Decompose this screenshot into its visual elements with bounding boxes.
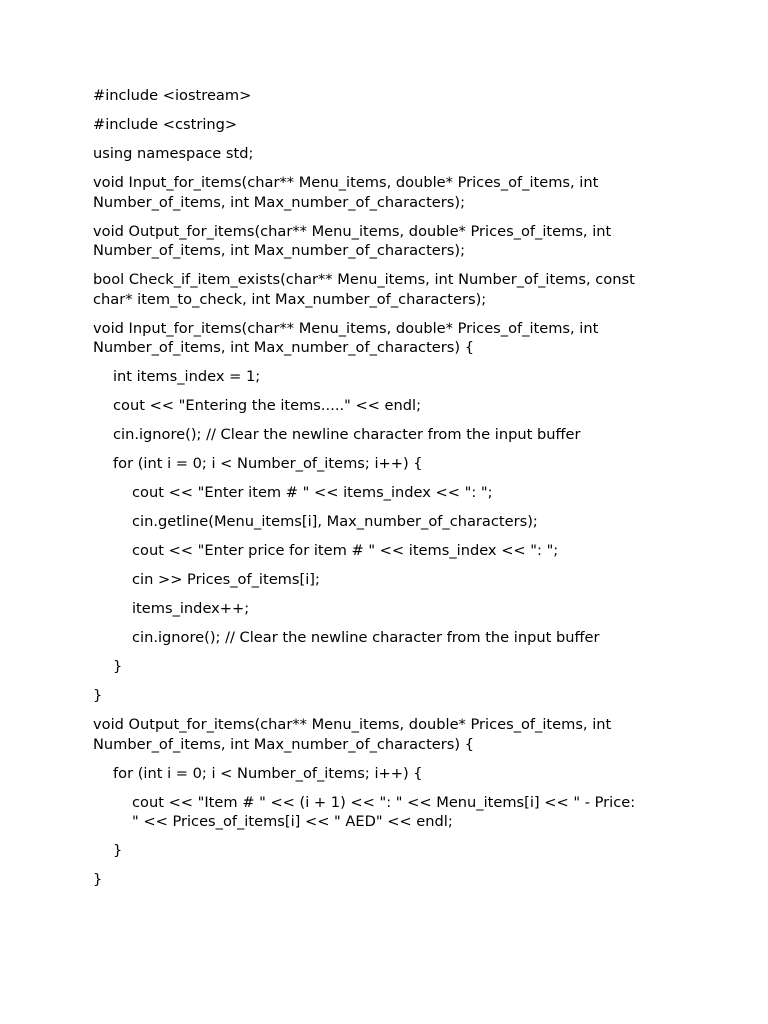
code-line: } (93, 687, 103, 704)
code-line: cin.ignore(); // Clear the newline character from the input buffer (132, 629, 600, 646)
code-line: } (113, 842, 123, 859)
code-line: using namespace std; (93, 145, 254, 162)
code-line: #include <iostream> (93, 87, 252, 104)
code-line: items_index++; (132, 600, 250, 617)
code-line: cout << "Enter price for item # " << items_index << ": "; (132, 542, 559, 559)
code-line: } (113, 658, 123, 675)
code-line: void Input_for_items(char** Menu_items, double* Prices_of_items, int Number_of_items, int Max_number_of_characters); (93, 174, 603, 211)
code-line: cin.ignore(); // Clear the newline character from the input buffer (113, 426, 581, 443)
code-line: void Output_for_items(char** Menu_items, double* Prices_of_items, int Number_of_items, int Max_number_of_characters) { (93, 716, 616, 753)
code-line: cin >> Prices_of_items[i]; (132, 571, 320, 588)
code-line: for (int i = 0; i < Number_of_items; i++) { (113, 764, 423, 782)
code-line: cout << "Item # " << (i + 1) << ": " << Menu_items[i] << " - Price: " << Prices_of_items[i] << " AED" << endl; (132, 793, 636, 830)
code-line: void Input_for_items(char** Menu_items, double* Prices_of_items, int Number_of_items, int Max_number_of_characters) { (93, 319, 603, 356)
code-line: cout << "Enter item # " << items_index << ": "; (132, 484, 493, 501)
code-line: #include <cstring> (93, 116, 238, 133)
code-line: } (93, 871, 103, 888)
code-line: void Output_for_items(char** Menu_items, double* Prices_of_items, int Number_of_items, int Max_number_of_characters); (93, 222, 616, 259)
code-line: int items_index = 1; (113, 368, 261, 385)
code-line: for (int i = 0; i < Number_of_items; i++) { (113, 455, 423, 472)
code-line: bool Check_if_item_exists(char** Menu_items, int Number_of_items, const char* item_to_check, int Max_number_of_characters); (93, 271, 640, 308)
code-line: cout << "Entering the items....." << endl; (113, 397, 422, 414)
code-line: cin.getline(Menu_items[i], Max_number_of_characters); (132, 513, 538, 530)
code-listing (93, 86, 678, 899)
